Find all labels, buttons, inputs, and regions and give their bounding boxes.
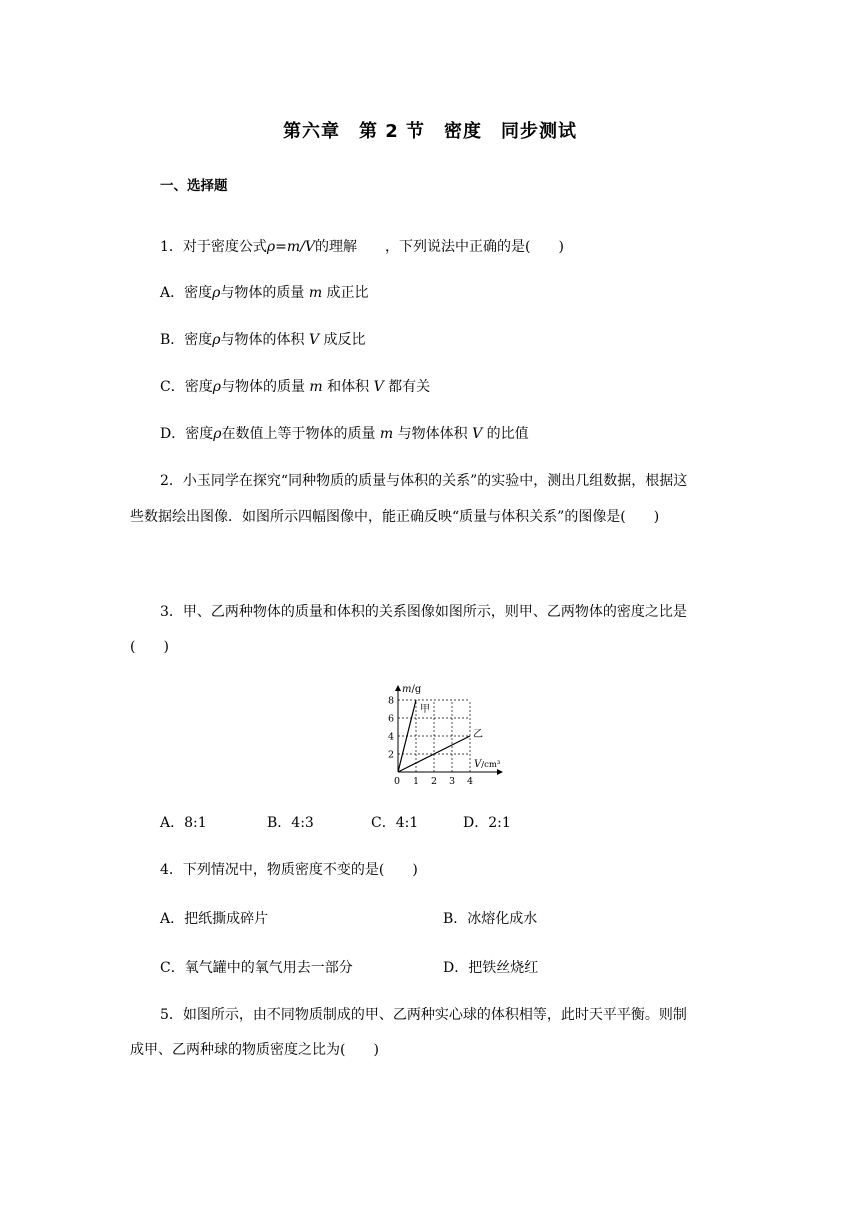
opt-text: 的比值 [482, 426, 529, 442]
opt-text: 在数值上等于物体的质量 [221, 426, 380, 442]
x-tick-label: 1 [413, 776, 420, 787]
q3-option-d: D．2:1 [463, 815, 511, 831]
opt-var: V [373, 379, 384, 395]
opt-var: m [379, 426, 394, 442]
x-tick-label: 4 [467, 776, 474, 787]
opt-text: 都有关 [383, 379, 431, 395]
q4-option-b: B．冰熔化成水 [443, 911, 538, 927]
section-heading: 一、选择题 [160, 178, 228, 194]
question-5-line-2: 成甲、乙两种球的物质密度之比为( ) [130, 1042, 379, 1058]
opt-text: 成正比 [322, 285, 369, 301]
q1-prefix: 1．对于密度公式 [160, 239, 267, 255]
opt-var: ρ [212, 332, 221, 348]
q4-option-d: D．把铁丝烧红 [443, 960, 539, 976]
x-axis-label: V/cm³ [474, 759, 501, 770]
y-tick-label: 4 [388, 731, 395, 743]
y-axis-label: m/g [402, 684, 422, 695]
opt-text: 与物体体积 [393, 426, 473, 442]
opt-text: 与物体的质量 [220, 285, 309, 301]
y-tick-label: 6 [388, 713, 395, 725]
series-label: 甲 [420, 704, 430, 715]
opt-text: B．密度 [160, 332, 213, 348]
q3-option-a: A．8:1 [160, 815, 207, 831]
q1-suffix: 的理解 ，下列说法中正确的是( ) [315, 239, 564, 255]
q3-option-c: C．4:1 [371, 815, 419, 831]
question-2-line-1: 2．小玉同学在探究“同种物质的质量与体积的关系”的实验中，测出几组数据，根据这 [160, 473, 688, 489]
series-label: 乙 [473, 729, 483, 740]
y-tick-label: 8 [388, 695, 395, 707]
chart-grid [398, 700, 470, 772]
opt-text: 与物体的质量 [220, 379, 310, 395]
q3-option-b: B．4:3 [267, 815, 314, 831]
page-title: 第六章 第 2 节 密度 同步测试 [282, 121, 578, 142]
x-tick-label: 2 [431, 776, 438, 787]
question-3-line-2: ( ) [130, 639, 169, 655]
series-line-1 [398, 700, 416, 772]
opt-text: 与物体的体积 [220, 332, 309, 348]
opt-text: 和体积 [322, 379, 374, 395]
question-5-line-1: 5．如图所示，由不同物质制成的甲、乙两种实心球的体积相等，此时天平平衡。则制 [160, 1007, 687, 1023]
y-tick-label: 2 [388, 749, 395, 761]
opt-var: V [472, 426, 483, 442]
q4-option-c: C．氧气罐中的氧气用去一部分 [160, 960, 353, 976]
question-1-stem [160, 237, 564, 257]
opt-var: m [309, 379, 323, 395]
q1-option-c [160, 377, 430, 397]
q4-option-a: A．把纸撕成碎片 [160, 911, 269, 927]
q1-option-a [160, 283, 369, 303]
opt-text: A．密度 [160, 285, 213, 301]
question-2-line-2: 些数据绘出图像．如图所示四幅图像中，能正确反映“质量与体积关系”的图像是( ) [130, 509, 660, 525]
q1-option-b [160, 330, 366, 350]
x-tick-label: 3 [449, 776, 456, 787]
opt-var: ρ [212, 285, 221, 301]
opt-var: m [308, 285, 323, 301]
opt-var: ρ [212, 379, 221, 395]
q1-option-d [160, 424, 529, 444]
mass-volume-chart [370, 678, 510, 790]
opt-text: 成反比 [319, 332, 366, 348]
opt-var: ρ [213, 426, 222, 442]
question-3-line-1: 3．甲、乙两种物体的质量和体积的关系图像如图所示，则甲、乙两物体的密度之比是 [160, 604, 687, 620]
opt-text: C．密度 [160, 379, 213, 395]
question-4-stem: 4．下列情况中，物质密度不变的是( ) [160, 862, 418, 878]
opt-var: V [308, 332, 320, 348]
origin-label: 0 [394, 776, 401, 787]
opt-text: D．密度 [160, 426, 214, 442]
q1-formula: ρ=m/V [266, 239, 315, 255]
